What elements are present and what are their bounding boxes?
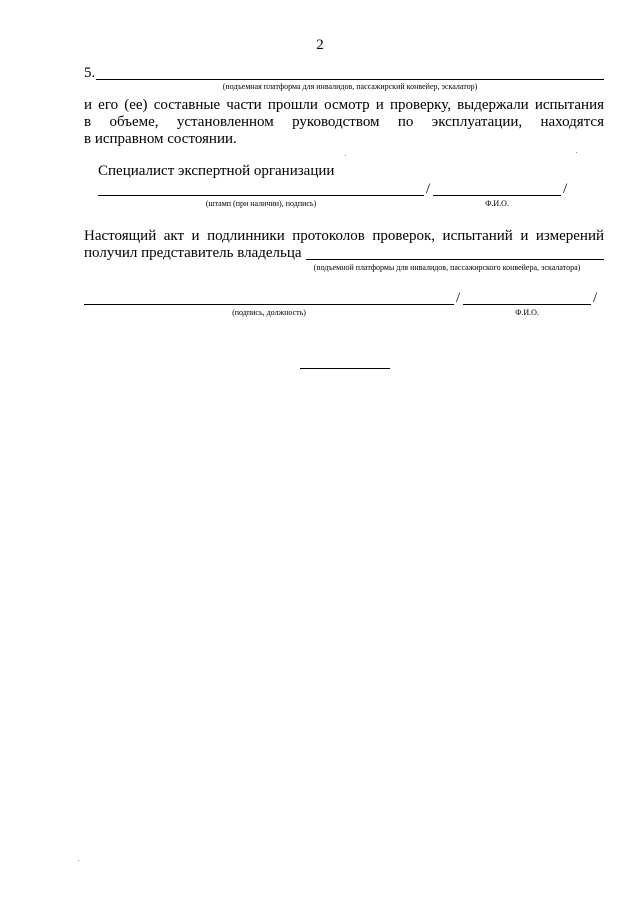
specialist-signature-caption: (штамп (при наличии), подпись) xyxy=(205,199,317,208)
closing-rule xyxy=(300,368,390,369)
item-paragraph-line-1: и его (ее) составные части прошли осмотр и проверку, выдержали испытания xyxy=(84,97,604,113)
owner-signature-field[interactable] xyxy=(84,304,454,305)
item-object-field[interactable] xyxy=(96,79,604,80)
owner-separator-2: / xyxy=(593,290,598,306)
specialist-signature-field[interactable] xyxy=(98,195,424,196)
specialist-separator-2: / xyxy=(563,181,568,197)
scan-speck xyxy=(78,860,79,861)
item-number: 5. xyxy=(84,65,96,81)
page-number: 2 xyxy=(316,37,324,53)
specialist-name-caption: Ф.И.О. xyxy=(485,199,509,208)
item-paragraph-line-3: в исправном состоянии. xyxy=(84,131,237,147)
owner-separator-1: / xyxy=(456,290,461,306)
owner-signature-caption: (подпись, должность) xyxy=(232,308,306,317)
scan-speck xyxy=(345,155,346,156)
owner-representative-field[interactable] xyxy=(306,259,604,260)
owner-text-line-2: получил представитель владельца xyxy=(84,245,302,261)
item-paragraph-line-2: в объеме, установленном руководством по эксплуатации, находятся xyxy=(84,114,604,130)
owner-text-line-1: Настоящий акт и подлинники протоколов проверок, испытаний и измерений xyxy=(84,228,604,244)
scan-speck xyxy=(576,152,577,153)
owner-representative-caption: (подъемной платформы для инвалидов, пассажирского конвейера, эскалатора) xyxy=(313,263,581,272)
specialist-title: Специалист экспертной организации xyxy=(98,163,335,179)
specialist-separator-1: / xyxy=(426,181,431,197)
owner-name-caption: Ф.И.О. xyxy=(515,308,539,317)
specialist-name-field[interactable] xyxy=(433,195,561,196)
item-object-caption: (подъемная платформа для инвалидов, пассажирский конвейер, эскалатор) xyxy=(222,82,478,91)
owner-name-field[interactable] xyxy=(463,304,591,305)
